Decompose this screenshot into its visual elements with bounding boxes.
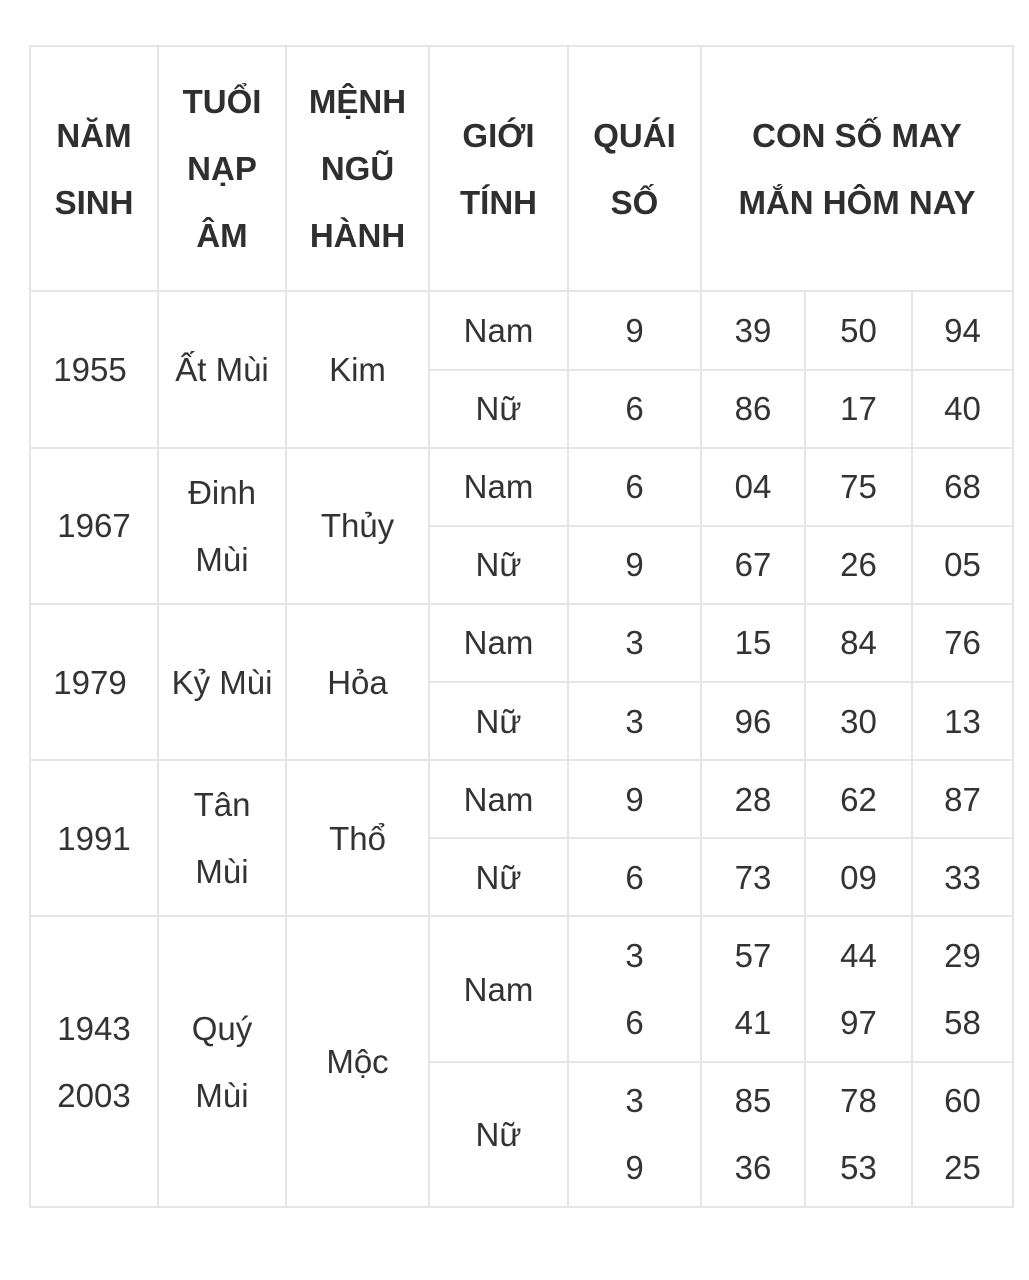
table-row — [30, 760, 1013, 838]
element-cell: Thổ — [286, 760, 429, 916]
nap-am-cell: Tân Mùi — [158, 760, 286, 916]
lucky-number-table — [29, 45, 1014, 1208]
lucky-number-cell: 30 — [805, 682, 912, 760]
gender-cell: Nam — [429, 604, 568, 682]
lucky-number-cell: 26 — [805, 526, 912, 604]
birth-year-cell: 1943 2003 — [30, 916, 158, 1207]
lucky-number-cell: 29 58 — [912, 916, 1013, 1061]
birth-year-cell: 1991 — [30, 760, 158, 916]
lucky-number-cell: 28 — [701, 760, 805, 838]
kua-cell: 6 — [568, 838, 701, 916]
lucky-number-cell: 67 — [701, 526, 805, 604]
kua-cell: 6 — [568, 448, 701, 526]
lucky-number-cell: 76 — [912, 604, 1013, 682]
lucky-number-cell: 96 — [701, 682, 805, 760]
lucky-number-cell: 73 — [701, 838, 805, 916]
table-row — [30, 448, 1013, 526]
gender-cell: Nam — [429, 916, 568, 1061]
lucky-number-cell: 05 — [912, 526, 1013, 604]
gender-cell: Nữ — [429, 526, 568, 604]
element-cell: Mộc — [286, 916, 429, 1207]
gender-cell: Nữ — [429, 838, 568, 916]
lucky-number-cell: 50 — [805, 291, 912, 369]
table-row — [30, 916, 1013, 1061]
gender-cell: Nam — [429, 291, 568, 369]
gender-cell: Nữ — [429, 370, 568, 448]
lucky-number-cell: 39 — [701, 291, 805, 369]
lucky-number-cell: 57 41 — [701, 916, 805, 1061]
header-gender: GIỚI TÍNH — [429, 46, 568, 291]
lucky-number-cell: 85 36 — [701, 1062, 805, 1207]
header-kua-number: QUÁI SỐ — [568, 46, 701, 291]
lucky-number-cell: 13 — [912, 682, 1013, 760]
lucky-number-cell: 04 — [701, 448, 805, 526]
element-cell: Thủy — [286, 448, 429, 604]
birth-year-cell: 1955 — [30, 291, 158, 447]
gender-cell: Nam — [429, 448, 568, 526]
lucky-number-cell: 09 — [805, 838, 912, 916]
header-lucky-numbers: CON SỐ MAY MẮN HÔM NAY — [701, 46, 1013, 291]
gender-cell: Nam — [429, 760, 568, 838]
nap-am-cell: Kỷ Mùi — [158, 604, 286, 760]
kua-cell: 3 — [568, 682, 701, 760]
kua-cell: 9 — [568, 291, 701, 369]
lucky-number-cell: 78 53 — [805, 1062, 912, 1207]
lucky-number-cell: 17 — [805, 370, 912, 448]
lucky-number-cell: 15 — [701, 604, 805, 682]
element-cell: Kim — [286, 291, 429, 447]
kua-cell: 9 — [568, 526, 701, 604]
header-birth-year: NĂM SINH — [30, 46, 158, 291]
table-row — [30, 291, 1013, 369]
birth-year-cell: 1967 — [30, 448, 158, 604]
lucky-number-cell: 84 — [805, 604, 912, 682]
lucky-number-cell: 68 — [912, 448, 1013, 526]
header-nap-am-age: TUỔI NẠP ÂM — [158, 46, 286, 291]
nap-am-cell: Quý Mùi — [158, 916, 286, 1207]
lucky-number-cell: 40 — [912, 370, 1013, 448]
lucky-number-cell: 94 — [912, 291, 1013, 369]
lucky-number-cell: 62 — [805, 760, 912, 838]
lucky-number-cell: 75 — [805, 448, 912, 526]
lucky-number-cell: 87 — [912, 760, 1013, 838]
table-row — [30, 604, 1013, 682]
lucky-number-cell: 33 — [912, 838, 1013, 916]
nap-am-cell: Đinh Mùi — [158, 448, 286, 604]
kua-cell: 3 — [568, 604, 701, 682]
gender-cell: Nữ — [429, 1062, 568, 1207]
kua-cell: 6 — [568, 370, 701, 448]
kua-cell: 9 — [568, 760, 701, 838]
header-row — [30, 46, 1013, 291]
lucky-number-cell: 86 — [701, 370, 805, 448]
element-cell: Hỏa — [286, 604, 429, 760]
nap-am-cell: Ất Mùi — [158, 291, 286, 447]
kua-cell: 3 6 — [568, 916, 701, 1061]
birth-year-cell: 1979 — [30, 604, 158, 760]
kua-cell: 3 9 — [568, 1062, 701, 1207]
header-element: MỆNH NGŨ HÀNH — [286, 46, 429, 291]
lucky-number-cell: 60 25 — [912, 1062, 1013, 1207]
gender-cell: Nữ — [429, 682, 568, 760]
lucky-number-cell: 44 97 — [805, 916, 912, 1061]
